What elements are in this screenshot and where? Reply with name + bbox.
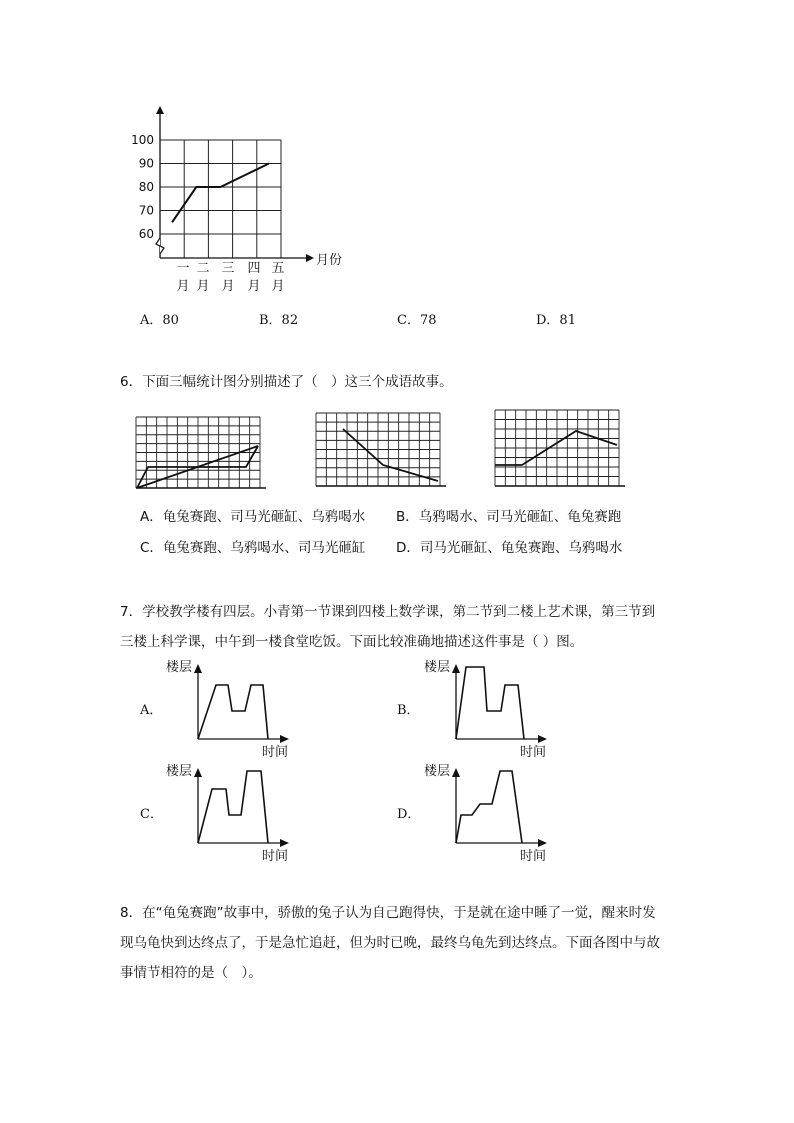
q5-option-a[interactable]: A．80 (140, 313, 179, 328)
q5-y-tick-label: 70 (138, 203, 154, 218)
q7-b-line (456, 667, 524, 739)
q7-d-x-label: 时间 (520, 849, 547, 864)
q5-x-unit-label: 月份 (316, 253, 343, 268)
q8-question-line-3: 事情节相符的是（ ）。 (120, 965, 262, 981)
q7-option-d-label[interactable]: D． (397, 807, 421, 822)
q5-x-tick-label-bottom: 月 (247, 279, 261, 294)
q7-graph-d[interactable] (424, 763, 547, 864)
q6-option-a[interactable]: A．龟兔赛跑、司马光砸缸、乌鸦喝水 (140, 509, 366, 525)
q7-c-line (198, 771, 268, 843)
q6-option-c[interactable]: C．龟兔赛跑、乌鸦喝水、司马光砸缸 (140, 540, 366, 556)
q5-x-tick-label-top: 二 (196, 261, 210, 276)
q7-a-x-label: 时间 (262, 745, 289, 760)
q5-x-tick-label-top: 三 (221, 261, 235, 276)
q6-question: 6．下面三幅统计图分别描述了（ ）这三个成语故事。 (120, 374, 453, 390)
q7-option-a-label[interactable]: A． (140, 703, 163, 718)
q7-question-line-2: 三楼上科学课，中午到一楼食堂吃饭。下面比较准确地描述这件事是（ ）图。 (120, 634, 584, 650)
q5-x-tick-label-top: 一 (176, 261, 190, 276)
q7-a-y-arrow (194, 664, 202, 673)
q7-option-b-label[interactable]: B． (397, 703, 420, 718)
q8-question-line-2: 现乌龟快到达终点了，于是急忙追赶，但为时已晚，最终乌龟先到达终点。下面各图中与故 (120, 935, 660, 951)
q7-graph-b[interactable] (424, 659, 547, 760)
q7-b-y-label: 楼层 (424, 660, 451, 675)
q7-d-x-arrow (538, 839, 547, 847)
q7-c-x-label: 时间 (262, 849, 289, 864)
q5-x-tick-label-bottom: 月 (221, 279, 235, 294)
q7-c-y-arrow (194, 768, 202, 777)
q5-option-c[interactable]: C．78 (397, 313, 437, 328)
q7-d-y-arrow (452, 768, 460, 777)
q5-y-tick-label: 60 (138, 227, 154, 241)
q5-x-tick-label-top: 五 (271, 261, 285, 276)
q5-x-tick-label-top: 四 (247, 261, 261, 276)
q6-option-d[interactable]: D．司马光砸缸、龟兔赛跑、乌鸦喝水 (396, 540, 623, 556)
q5-y-tick-label: 100 (131, 133, 154, 147)
q5-y-tick-label: 80 (138, 180, 154, 194)
q5-option-b[interactable]: B．82 (259, 313, 299, 328)
q7-d-line (456, 771, 522, 843)
q5-x-tick-label-bottom: 月 (196, 279, 210, 294)
q7-graph-c[interactable] (166, 763, 289, 864)
q7-c-y-label: 楼层 (166, 764, 193, 779)
q7-b-x-arrow (538, 735, 547, 743)
q5-x-tick-label-bottom: 月 (271, 279, 285, 294)
q7-a-line (198, 685, 268, 739)
q7-b-x-label: 时间 (520, 745, 547, 760)
q7-graph-a[interactable] (166, 659, 289, 760)
q5-y-tick-label: 90 (138, 156, 154, 171)
q7-a-x-arrow (280, 735, 289, 743)
q7-b-y-arrow (452, 664, 460, 673)
q7-question-line-1: 7．学校教学楼有四层。小青第一节课到四楼上数学课，第二节到二楼上艺术课，第三节到 (120, 604, 656, 620)
q7-c-x-arrow (280, 839, 289, 847)
q6-option-b[interactable]: B．乌鸦喝水、司马光砸缸、龟兔赛跑 (396, 509, 622, 525)
q7-a-y-label: 楼层 (166, 660, 193, 675)
q7-option-c-label[interactable]: C． (140, 807, 163, 822)
q5-x-tick-label-bottom: 月 (176, 279, 190, 294)
q8-question-line-1: 8．在“龟兔赛跑”故事中，骄傲的兔子认为自己跑得快，于是就在途中睡了一觉，醒来时发 (120, 905, 656, 921)
q7-d-y-label: 楼层 (424, 764, 451, 779)
q5-option-d[interactable]: D．81 (536, 313, 576, 328)
